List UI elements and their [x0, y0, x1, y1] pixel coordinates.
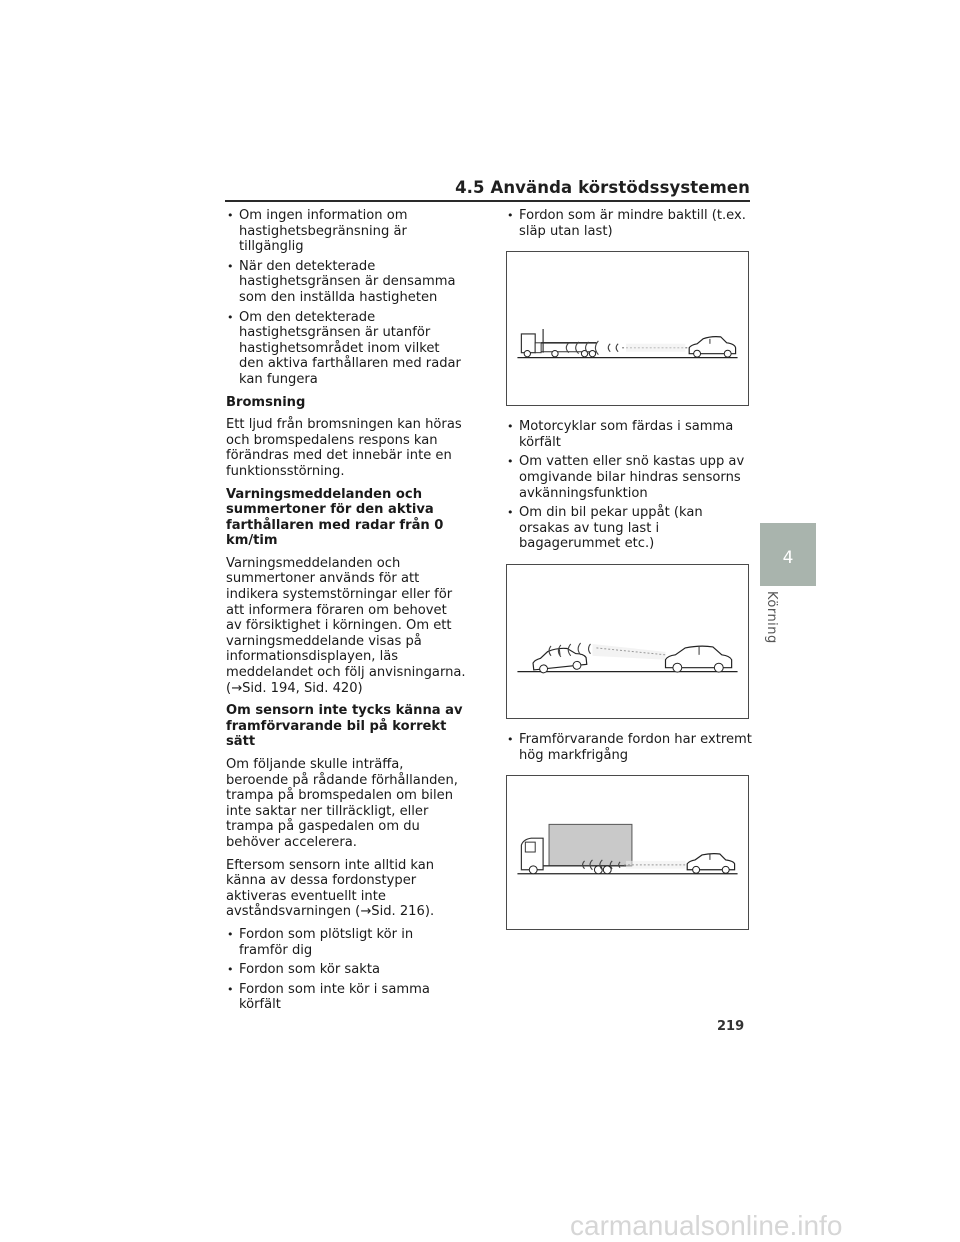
chapter-number: 4 — [782, 548, 794, 568]
list-item: • Om din bil pekar uppåt (kan orsakas av tung last i bagagerummet etc.) — [506, 505, 752, 552]
left-column — [226, 208, 466, 1020]
paragraph-warnings: Varningsmeddelanden och summertoner används för att indikera systemstörningar eller för att informera föraren om behovet av försiktighet i körningen. Om ett varningsmeddelande visas på informationsdisplayen, läs meddelandet och följ anvisningarna. (→Sid. 194, Sid. 420) — [226, 555, 466, 696]
section-title: 4.5 Använda körstödssystemen — [455, 178, 750, 197]
heading-sensor: Om sensorn inte tycks känna av framförvarande bil på korrekt sätt — [226, 703, 463, 750]
car-icon — [666, 646, 732, 672]
vehicle-types-list — [226, 927, 466, 1013]
car-icon — [689, 337, 735, 357]
list-item: • Motorcyklar som färdas i samma körfält — [506, 419, 752, 450]
vehicle-types-list-cont — [506, 208, 752, 239]
paragraph-braking: Ett ljud från bromsningen kan höras och bromspedalens respons kan förändras med det innebär inte en funktionsstörning. — [226, 417, 462, 479]
conditions-list — [226, 208, 466, 388]
heading-warnings: Varningsmeddelanden och summertoner för den aktiva farthållaren med radar från 0 km/tim — [226, 486, 444, 549]
car-pitched-up-icon — [507, 565, 748, 718]
list-item: • Om ingen information om hastighetsbegränsning är tillgänglig — [226, 208, 466, 255]
figure-trailer — [506, 251, 749, 406]
conditions-list-2 — [506, 419, 752, 552]
paragraph-sensor: Om följande skulle inträffa, beroende på rådande förhållanden, trampa på bromspedalen om bilen inte saktar ner tillräckligt, eller trampa på gaspedalen om du behöver accelerera. — [226, 757, 458, 850]
list-item: • Fordon som plötsligt kör in framför dig — [226, 927, 466, 958]
list-item: • Fordon som kör sakta — [226, 962, 466, 978]
list-item: • Framförvarande fordon har extremt hög markfrigång — [506, 732, 752, 763]
list-item: • När den detekterade hastighetsgränsen är densamma som den inställda hastigheten — [226, 259, 466, 306]
list-item: • Fordon som inte kör i samma körfält — [226, 982, 466, 1013]
figure-high-truck — [506, 775, 749, 930]
list-item: • Fordon som är mindre baktill (t.ex. släp utan last) — [506, 208, 752, 239]
right-column — [506, 208, 752, 943]
figure-pitched-car — [506, 564, 749, 719]
car-icon — [687, 854, 734, 874]
list-item: • Om den detekterade hastighetsgränsen är utanför hastighetsområdet inom vilket den aktiva farthållaren med radar kan fungera — [226, 310, 466, 388]
tall-truck-icon — [507, 776, 748, 929]
heading-braking: Bromsning — [226, 394, 306, 410]
conditions-list-3 — [506, 732, 752, 763]
chapter-label: Körning — [764, 591, 779, 644]
paragraph-vehicle-types: Eftersom sensorn inte alltid kan känna av dessa fordonstyper aktiveras eventuellt inte avståndsvarningen (→Sid. 216). — [226, 857, 435, 920]
list-item: • Om vatten eller snö kastas upp av omgivande bilar hindras sensorns avkänningsfunktion — [506, 454, 752, 501]
header-rule — [225, 200, 750, 202]
watermark: carmanualsonline.info — [570, 1210, 843, 1241]
flatbed-trailer-icon — [507, 252, 748, 405]
page-number: 219 — [717, 1019, 745, 1034]
